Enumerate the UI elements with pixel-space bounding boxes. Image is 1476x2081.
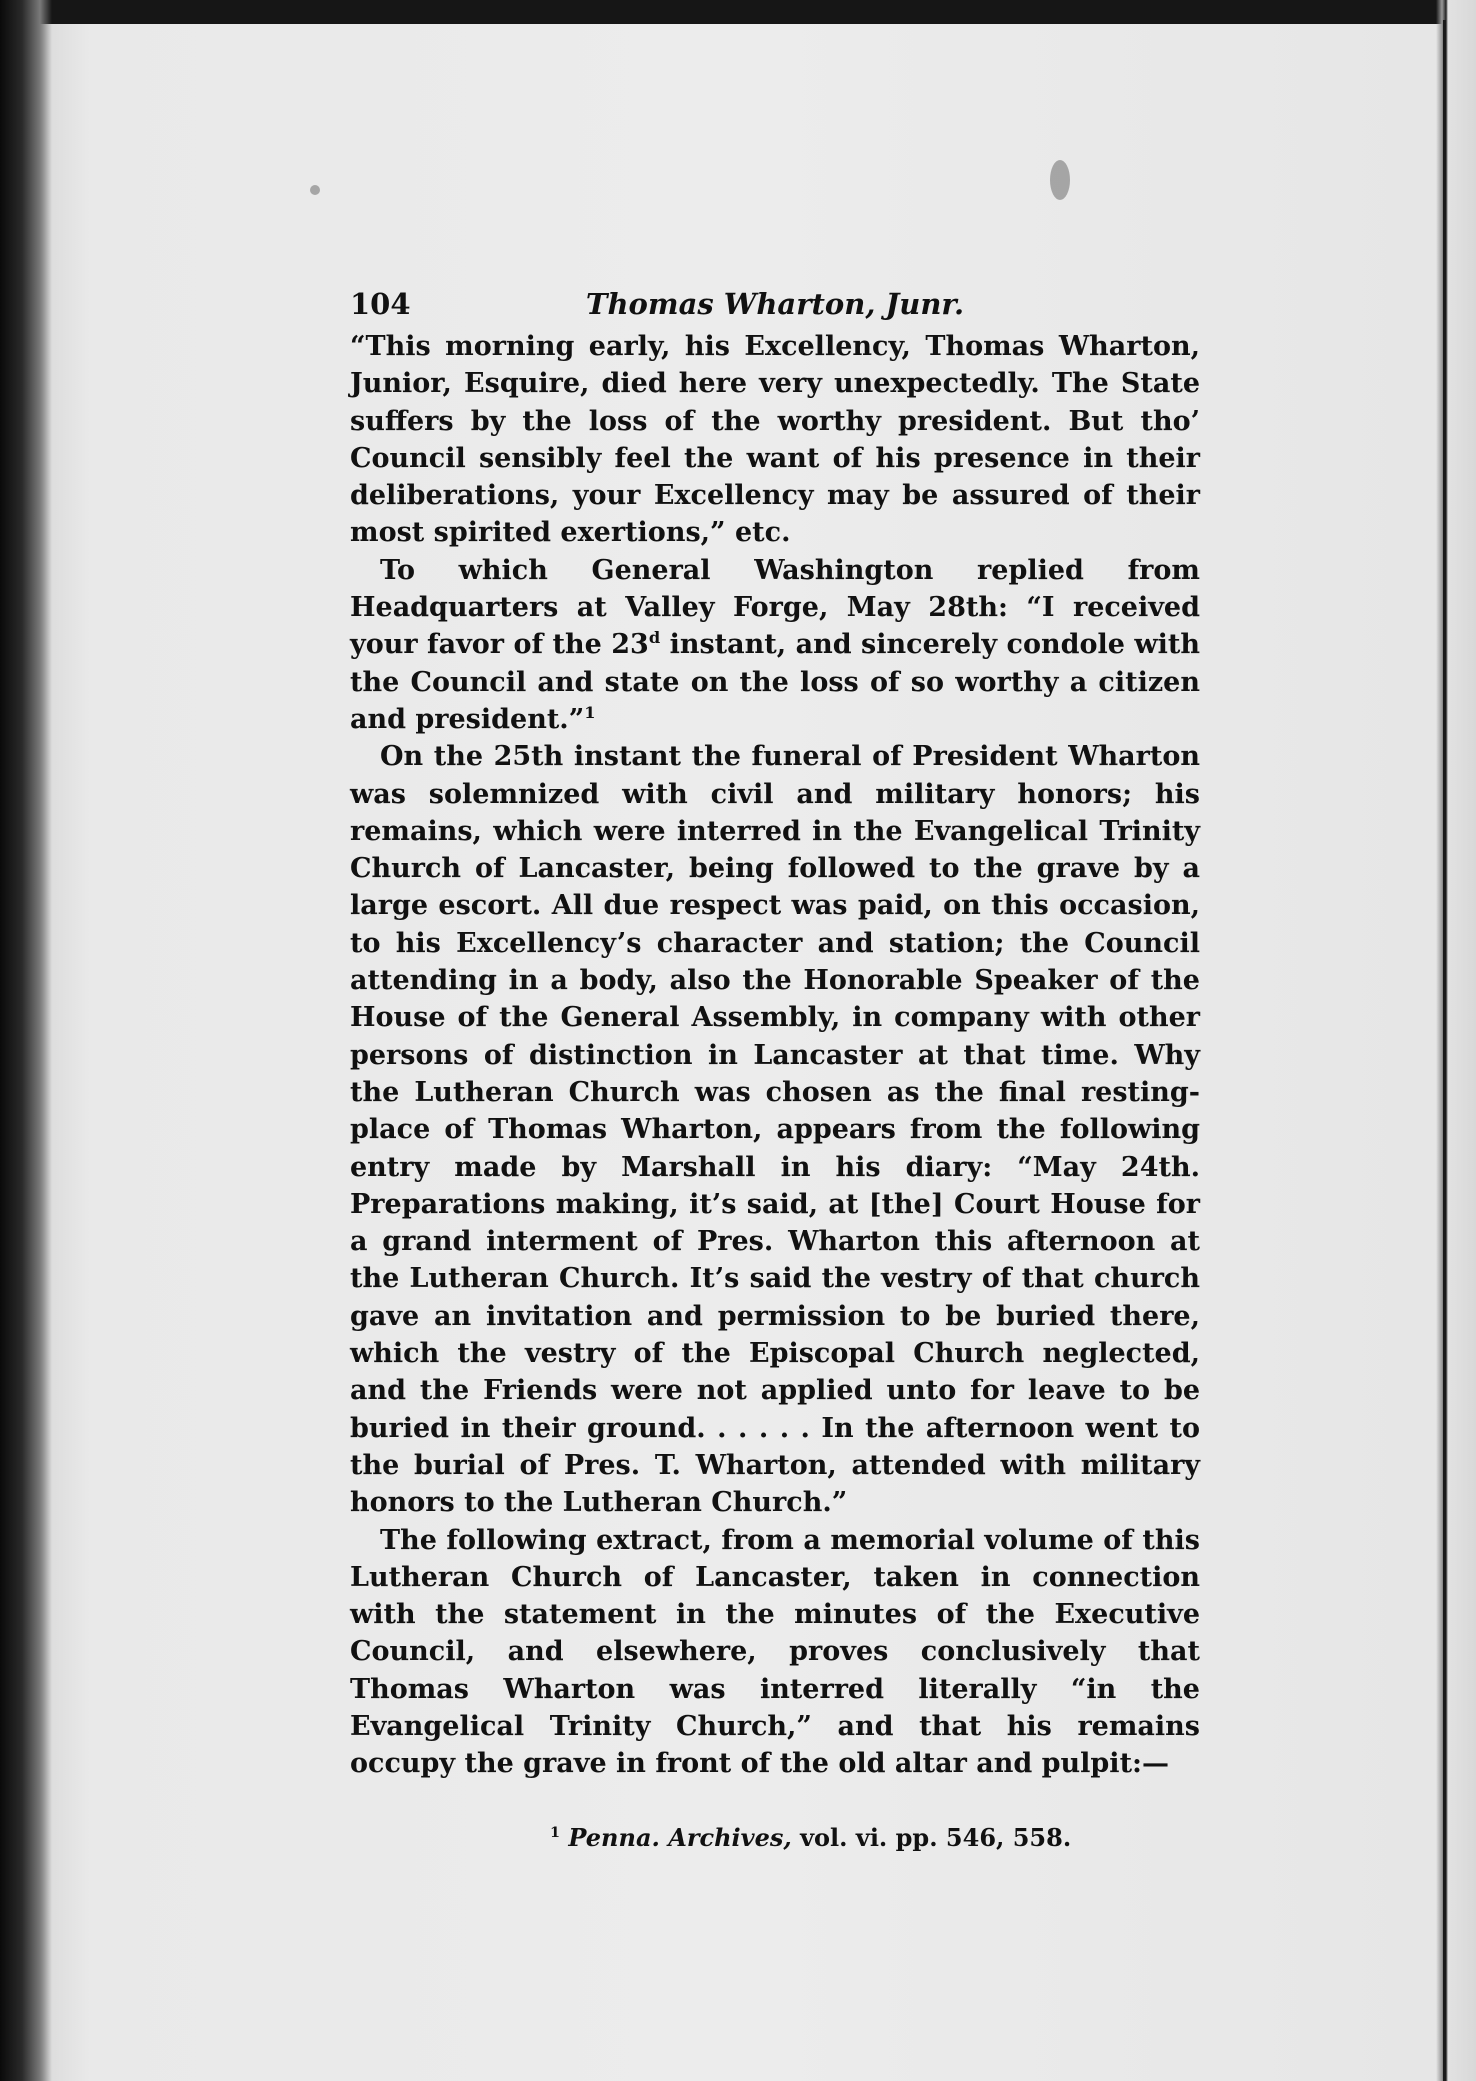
paragraph-extract: The following extract, from a memorial volume of this Lutheran Church of Lancaster, taken in connection with the statement in the minutes of the Executive Council, and elsewhere, proves conclusively that Thomas Wharton was interred literally “in the Evangelical Trinity Church,” and that his remains occupy the grave in front of the old altar and pulpit:— — [350, 1524, 1200, 1780]
footnote-reference: 1 — [584, 702, 596, 722]
paragraph-text: To which General Washington replied from Headquarters at Valley Forge, May 28th: “I received your favor of the 23 — [350, 554, 1200, 661]
body-text — [350, 328, 1200, 1783]
running-head — [350, 280, 1200, 328]
footnote-marker: 1 — [550, 1823, 561, 1841]
ink-speck — [310, 185, 320, 195]
book-gutter — [0, 0, 52, 2081]
page-content — [350, 280, 1200, 1855]
ink-smudge — [1050, 160, 1070, 200]
footnote-citation: vol. vi. pp. 546, 558. — [791, 1822, 1072, 1852]
page-edge-line — [1443, 20, 1446, 2081]
footnote-source: Penna. Archives, — [568, 1822, 792, 1852]
paragraph-washington-reply — [350, 552, 1200, 738]
running-title: Thomas Wharton, Junr. — [585, 287, 965, 321]
paragraph-text: instant, and sincerely condole with the Council and state on the loss of so worthy a citizen and president.” — [350, 629, 1200, 735]
footnote — [350, 1821, 1200, 1855]
paragraph-funeral: On the 25th instant the funeral of President Wharton was solemnized with civil and military honors; his remains, which were interred in the Evangelical Trinity Church of Lancaster, being followed to the grave by a large escort. All due respect was paid, on this occasion, to his Excellency’s character and station; the Council attending in a body, also the Honorable Speaker of the House of the General Assembly, in company with other persons of distinction in Lancaster at that time. Why the Lutheran Church was chosen as the final resting-place of Thomas Wharton, appears from the following entry made by Marshall in his diary: “May 24th. Preparations making, it’s said, at [the] Court House for a grand interment of Pres. Wharton this afternoon at the Lutheran Church. It’s said the vestry of that church gave an invitation and permission to be buried there, which the vestry of the Episcopal Church neglected, and the Friends were not applied unto for leave to be buried in their ground. . . . . . In the afternoon went to the burial of Pres. T. Wharton, attended with military honors to the Lutheran Church.” — [350, 741, 1200, 1519]
superscript: d — [648, 628, 661, 648]
paragraph-quote: “This morning early, his Excellency, Thomas Wharton, Junior, Esquire, died here very unexpectedly. The State suffers by the loss of the worthy president. But tho’ Council sensibly feel the want of his presence in their deliberations, your Excellency may be assured of their most spirited exertions,” etc. — [350, 331, 1200, 549]
page-edge — [1436, 0, 1476, 2081]
page-number: 104 — [350, 287, 411, 321]
